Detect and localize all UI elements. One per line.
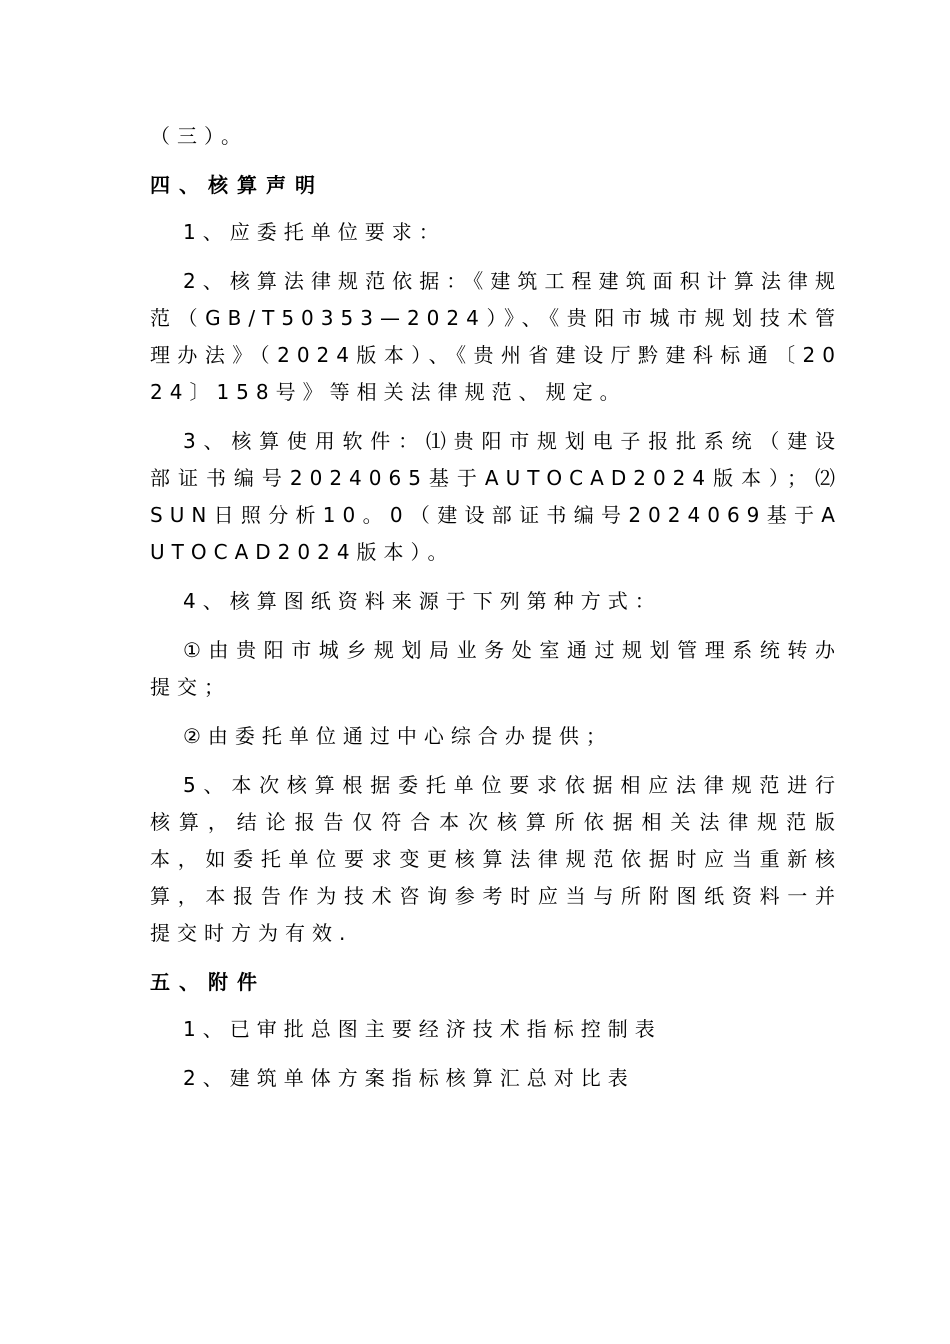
declaration-item-3-software: 3、核算使用软件：⑴贵阳市规划电子报批系统（建设部证书编号2024065基于AUTOCAD2024版本）；⑵SUN日照分析10。0（建设部证书编号2024069基于AUTOCAD2024版本）。 [150,429,842,564]
declaration-item-2-legal-basis: 2、核算法律规范依据：《建筑工程建筑面积计算法律规范（GB/T50353—2024）》、《贵阳市城市规划技术管理办法》（2024版本）、《贵州省建设厅黔建科标通〔2024〕158号》等相关法律规范、规定。 [150,269,842,404]
declaration-item-1: 1、应委托单位要求： [183,220,446,244]
document-page [150,118,842,1109]
declaration-item-5-validity: 5、本次核算根据委托单位要求依据相应法律规范进行核算，结论报告仅符合本次核算所依据相关法律规范版本，如委托单位要求变更核算法律规范依据时应当重新核算，本报告作为技术咨询参考时应当与所附图纸资料一并提交时方为有效. [150,773,842,945]
section-heading-declaration: 四、核算声明 [150,173,324,197]
attachment-item-1: 1、已审批总图主要经济技术指标控制表 [183,1017,662,1041]
source-option-2: ②由委托单位通过中心综合办提供； [183,724,613,748]
declaration-item-4-source: 4、核算图纸资料来源于下列第种方式： [183,589,662,613]
paragraph-continuation: （三）。 [150,124,248,148]
section-heading-attachments: 五、附件 [150,970,266,994]
attachment-item-2: 2、建筑单体方案指标核算汇总对比表 [183,1066,635,1090]
source-option-1: ①由贵阳市城乡规划局业务处室通过规划管理系统转办提交； [150,638,842,699]
